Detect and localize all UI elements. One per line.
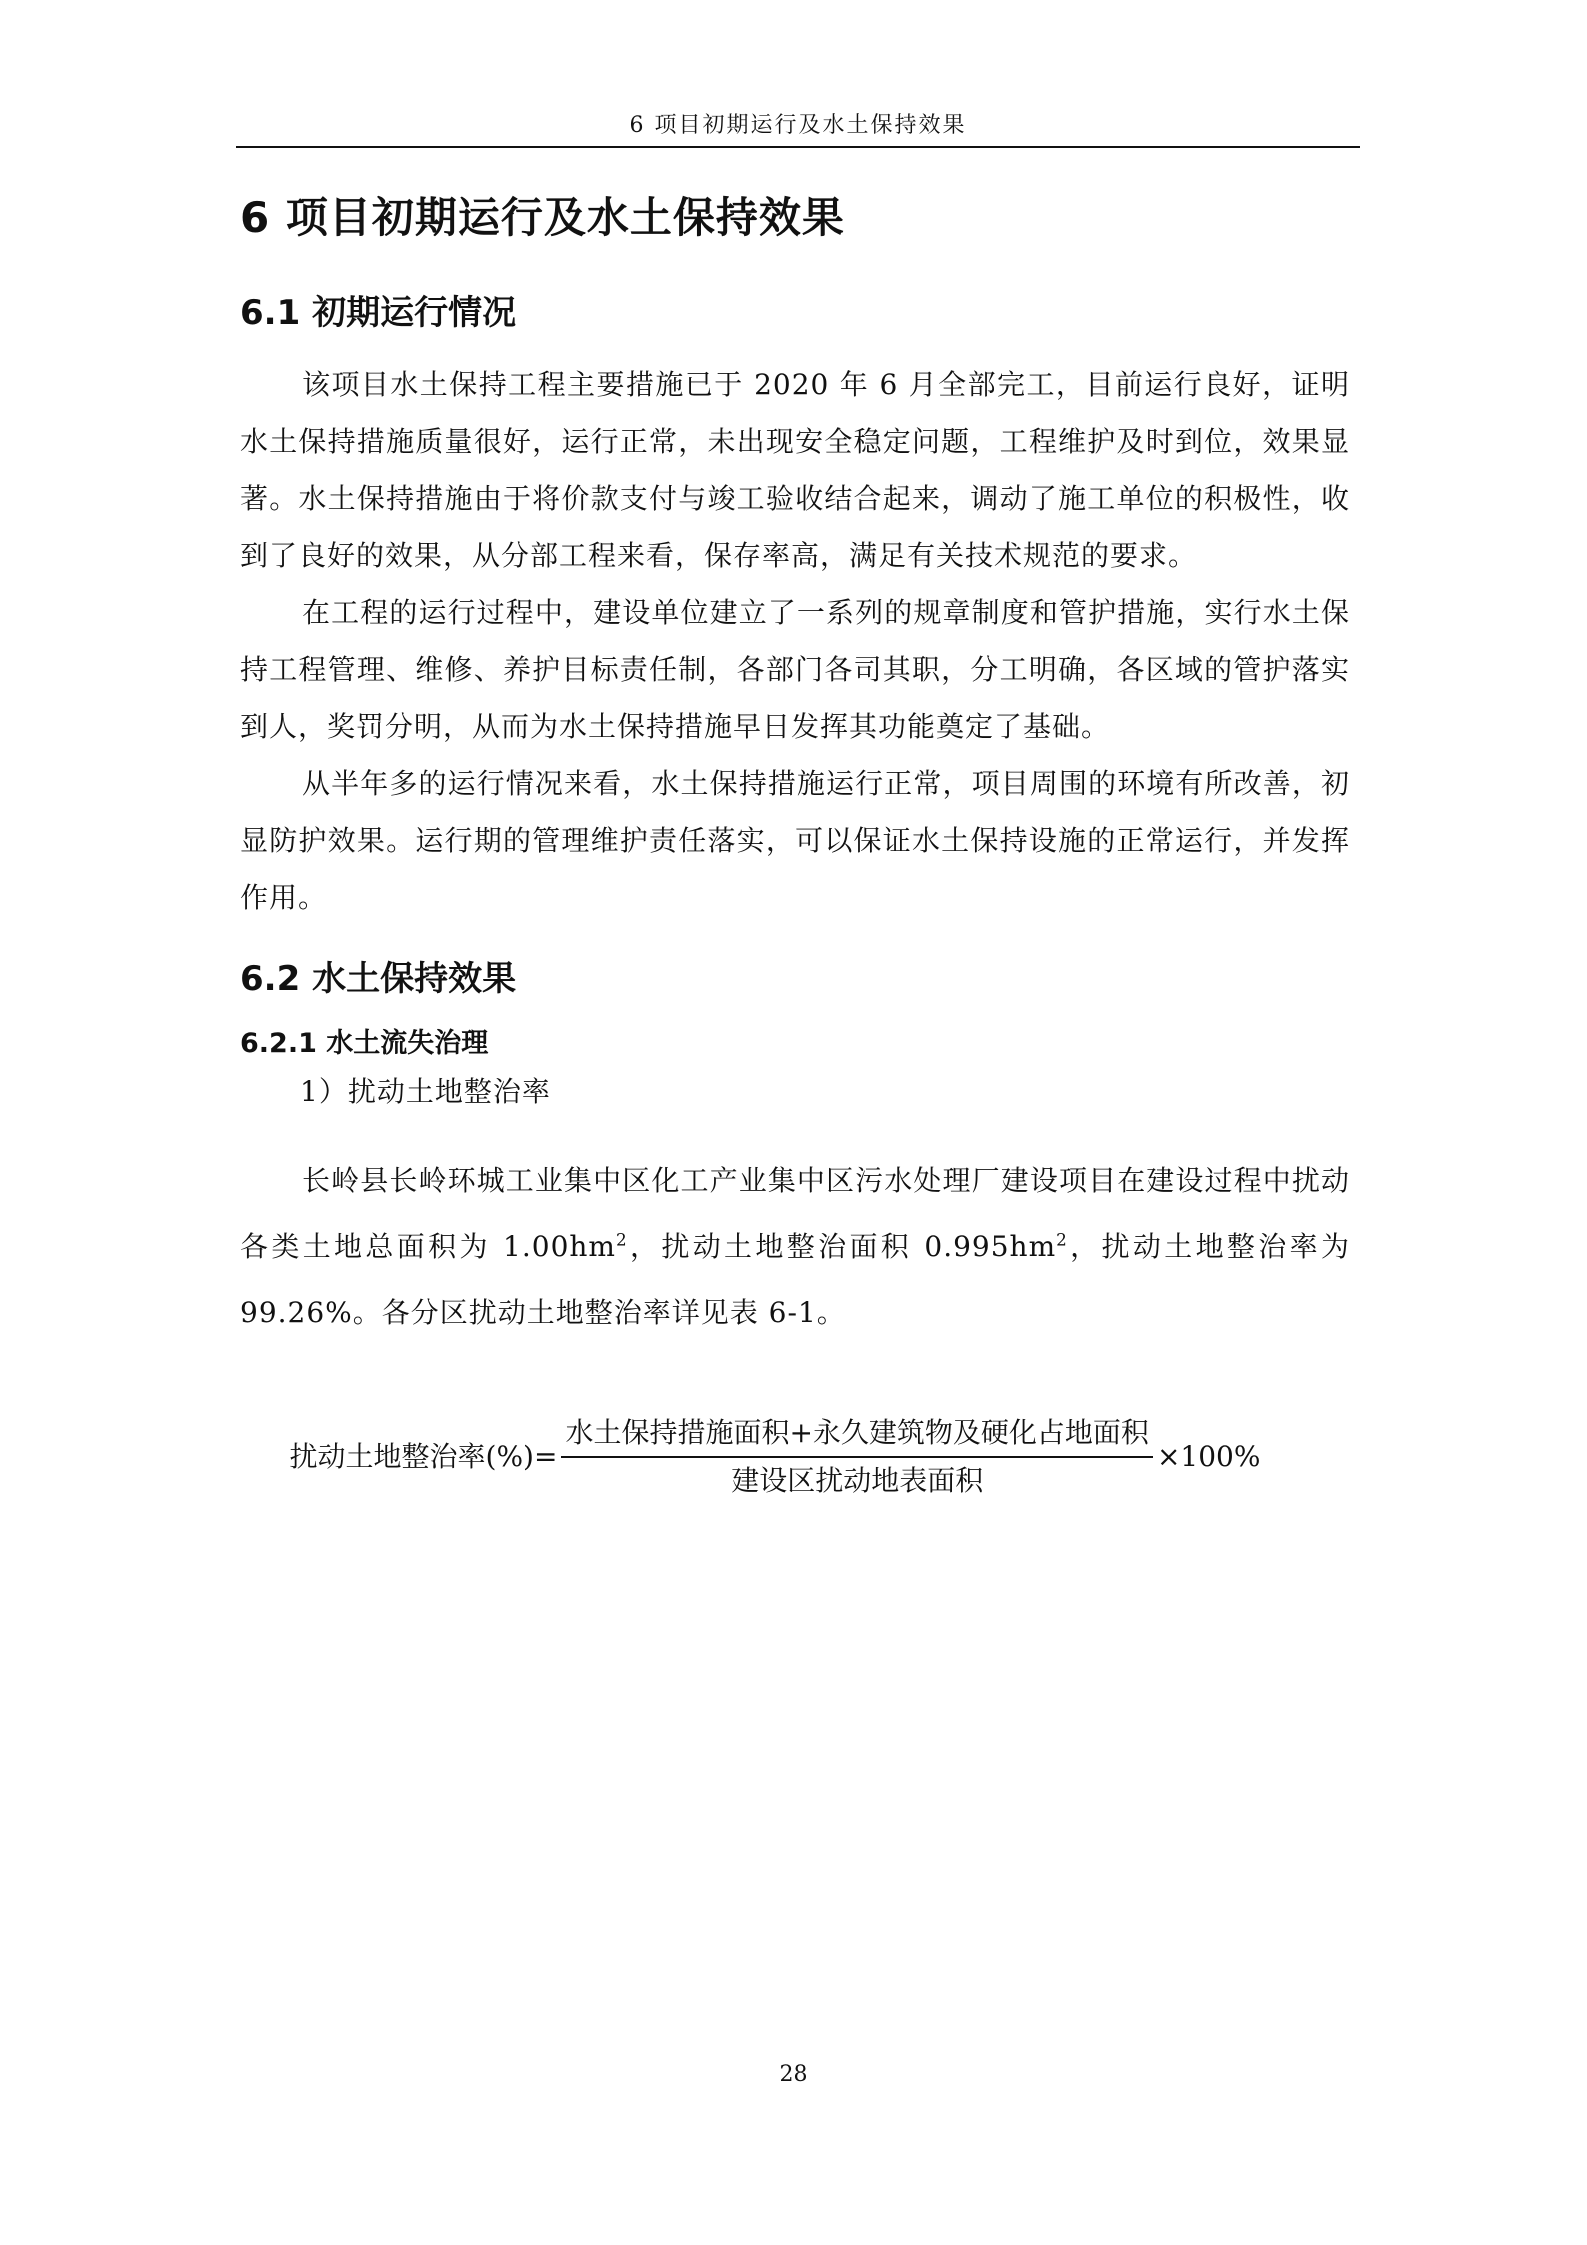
formula-equals: = bbox=[534, 1440, 558, 1473]
formula bbox=[240, 1414, 1350, 1500]
page-content bbox=[240, 188, 1350, 1500]
paragraph: 该项目水土保持工程主要措施已于 2020 年 6 月全部完工，目前运行良好，证明水土保持措施质量很好，运行正常，未出现安全稳定问题，工程维护及时到位，效果显著。水土保持措施由于将价款支付与竣工验收结合起来，调动了施工单位的积极性，收到了良好的效果，从分部工程来看，保存率高，满足有关技术规范的要求。 bbox=[240, 368, 1350, 572]
formula-denominator: 建设区扰动地表面积 bbox=[731, 1464, 984, 1497]
paragraph: 在工程的运行过程中，建设单位建立了一系列的规章制度和管护措施，实行水土保持工程管理、维修、养护目标责任制，各部门各司其职，分工明确，各区域的管护落实到人，奖罚分明，从而为水土保持措施早日发挥其功能奠定了基础。 bbox=[240, 596, 1350, 743]
paragraph-text: 长岭县长岭环城工业集中区化工产业集中区污水处理厂建设项目在建设过程中扰动各类土地总面积为 1.00hm bbox=[240, 1164, 1350, 1263]
section-title-6-2: 6.2 水土保持效果 bbox=[240, 959, 517, 999]
running-header: 6 项目初期运行及水土保持效果 bbox=[629, 113, 967, 138]
header-divider bbox=[236, 146, 1360, 148]
formula-lhs: 扰动土地整治率(%) bbox=[289, 1440, 534, 1473]
paragraph bbox=[240, 1148, 1350, 1346]
formula-multiplier: ×100% bbox=[1156, 1440, 1261, 1473]
section-title-6-1: 6.1 初期运行情况 bbox=[240, 293, 517, 333]
superscript: 2 bbox=[615, 1229, 628, 1250]
formula-numerator: 水土保持措施面积+永久建筑物及硬化占地面积 bbox=[561, 1414, 1152, 1458]
item-heading: 1）扰动土地整治率 bbox=[300, 1075, 551, 1108]
paragraph: 从半年多的运行情况来看，水土保持措施运行正常，项目周围的环境有所改善，初显防护效果。运行期的管理维护责任落实，可以保证水土保持设施的正常运行，并发挥作用。 bbox=[240, 767, 1350, 914]
chapter-title: 6 项目初期运行及水土保持效果 bbox=[240, 193, 845, 242]
paragraph-text: ，扰动土地整治率为 99.26%。各分区扰动土地整治率详见表 6-1。 bbox=[240, 1230, 1350, 1329]
formula-fraction bbox=[561, 1414, 1152, 1500]
subsection-title-6-2-1: 6.2.1 水土流失治理 bbox=[240, 1028, 489, 1059]
paragraph-text: ，扰动土地整治面积 0.995hm bbox=[627, 1230, 1057, 1263]
superscript: 2 bbox=[1056, 1229, 1068, 1250]
page-number: 28 bbox=[779, 2062, 808, 2087]
